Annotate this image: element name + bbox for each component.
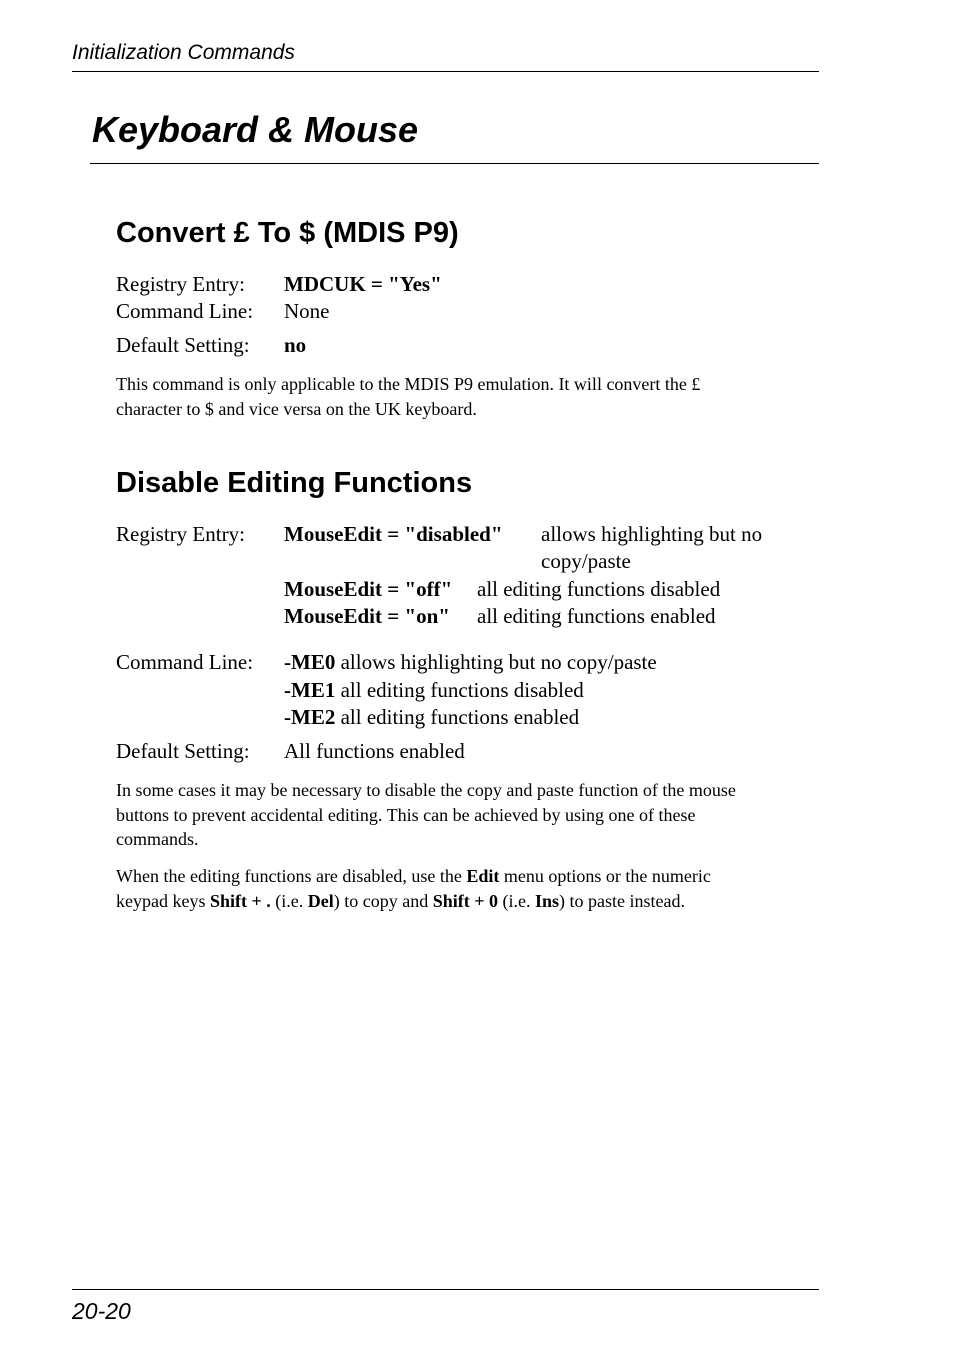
page-number: 20-20 [72,1298,131,1324]
key-combo: Shift + 0 [432,890,499,911]
default-setting-value: no [284,333,307,357]
registry-key: MouseEdit = "disabled" [284,522,503,546]
description-line: character to $ and vice versa on the UK keyboard. [116,398,477,419]
command-switch: -ME0 [284,650,336,674]
footer-rule [72,1289,819,1290]
paragraph-line [116,864,816,889]
registry-key-description: all editing functions enabled [477,604,716,628]
registry-key-description: allows highlighting but no [541,522,763,546]
chapter-title: Keyboard & Mouse [92,109,419,150]
paragraph-text: menu options or the numeric [499,866,711,886]
edit-menu-term: Edit [466,866,500,886]
key-combo: Shift + . [209,890,271,911]
paragraph-line: commands. [116,829,199,849]
paragraph-text: ) to paste instead. [559,890,685,911]
paragraph-text: (i.e. [498,890,535,911]
command-switch-description: allows highlighting but no copy/paste [340,650,657,674]
default-setting-label: Default Setting: [116,739,250,763]
registry-key: MouseEdit = "on" [284,604,450,628]
running-header: Initialization Commands [72,41,295,64]
registry-key-description: all editing functions disabled [477,577,721,601]
registry-entry-label: Registry Entry: [116,522,245,546]
description-line: This command is only applicable to the MDIS P9 emulation. It will convert the £ [116,374,701,394]
command-switch-row [284,704,579,731]
command-line-label: Command Line: [116,299,254,323]
paragraph-text: (i.e. [270,890,308,911]
paragraph-text: keypad keys [116,890,210,911]
default-setting-value: All functions enabled [284,739,465,763]
command-switch-row [284,677,584,704]
command-line-value: None [284,299,330,323]
command-switch-description: all editing functions enabled [340,705,580,729]
section-heading-disable-editing: Disable Editing Functions [116,467,473,499]
section2-paragraph-1 [116,778,816,852]
section-heading-convert: Convert £ To $ (MDIS P9) [116,217,459,249]
registry-key-description: copy/paste [541,549,631,573]
registry-entry-value: MDCUK = "Yes" [284,272,442,296]
paragraph-text: ) to copy and [333,890,433,911]
command-switch-description: all editing functions disabled [340,678,584,702]
paragraph-line: buttons to prevent accidental editing. This can be achieved by using one of these [116,804,696,825]
paragraph-line: In some cases it may be necessary to disable the copy and paste function of the mouse [116,780,736,800]
paragraph-line [116,889,816,914]
key-name: Ins [535,890,560,911]
header-rule [72,71,819,72]
default-setting-label: Default Setting: [116,333,250,357]
section2-paragraph-2 [116,864,816,913]
command-switch: -ME1 [284,678,336,702]
registry-entry-label: Registry Entry: [116,272,245,296]
section1-description [116,372,816,421]
command-switch-row [284,649,657,676]
key-name: Del [307,890,334,911]
registry-key: MouseEdit = "off" [284,577,453,601]
command-switch: -ME2 [284,705,336,729]
command-line-label: Command Line: [116,650,254,674]
chapter-rule [90,163,819,164]
paragraph-text: When the editing functions are disabled, use the [116,866,467,886]
